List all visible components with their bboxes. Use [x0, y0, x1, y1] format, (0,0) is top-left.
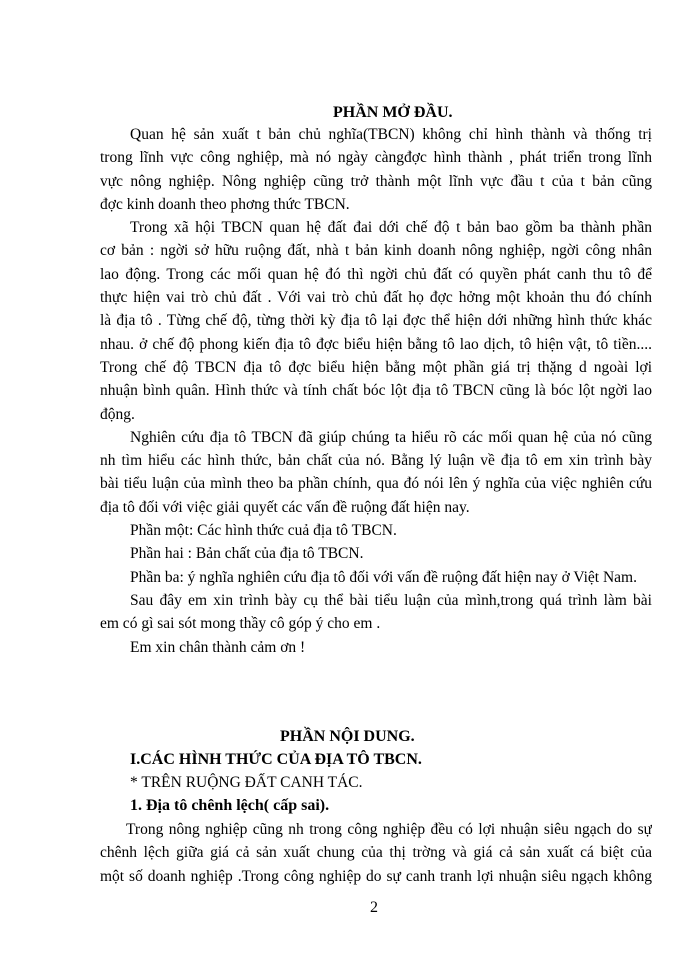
item-heading: 1. Địa tô chênh lệch( cấp sai). [130, 797, 330, 814]
text-line: em có gì sai sót mong thầy cô góp ý cho em . [100, 615, 381, 633]
text-line: Trong xã hội TBCN quan hệ đất đai dới chế độ t bản bao gồm ba thành phần [130, 219, 652, 237]
text-line: Sau đây em xin trình bày cụ thể bài tiểu luận của mình,trong quá trình làm bài [130, 591, 652, 609]
text-line: động. [100, 405, 135, 423]
text-line: nhau. ở chế độ phong kiến địa tô đợc biểu hiện bằng tô lao dịch, tô hiện vật, tô tiền.... [100, 335, 652, 353]
content-body [100, 818, 652, 888]
text-line: chênh lệch giữa giá cả sản xuất chung của thị trờng và giá cả sản xuất cá biệt của [100, 844, 652, 862]
text-line: bài tiểu luận của mình theo ba phần chính, qua đó nói lên ý nghĩa của việc nghiên cứu [100, 475, 652, 493]
text-line: Trong chế độ TBCN địa tô đợc biểu hiện bằng một phần giá trị thặng d ngoài lợi [100, 358, 652, 376]
text-line: Phần ba: ý nghĩa nghiên cứu địa tô đối với vấn đề ruộng đất hiện nay ở Việt Nam. [130, 568, 637, 586]
text-line: Quan hệ sản xuất t bản chủ nghĩa(TBCN) không chỉ hình thành và thống trị [130, 126, 652, 143]
text-line: Trong nông nghiệp cũng nh trong công nghiệp đều có lợi nhuận siêu ngạch do sự [126, 821, 652, 838]
content-heading: PHẦN NỘI DUNG. [280, 728, 415, 745]
section-heading: I.CÁC HÌNH THỨC CỦA ĐỊA TÔ TBCN. [130, 751, 422, 768]
intro-body [100, 123, 652, 659]
text-line: Em xin chân thành cảm ơn ! [130, 638, 306, 656]
text-line: Nghiên cứu địa tô TBCN đã giúp chúng ta hiểu rõ các mối quan hệ của nó cũng [130, 428, 652, 446]
page-number: 2 [370, 899, 378, 916]
text-line: vực nông nghiệp. Nông nghiệp cũng trở thành một lĩnh vực đầu t của t bản cũng [100, 172, 652, 190]
text-line: trong lĩnh vực công nghiệp, mà nó ngày càngđợc hình thành , phát triển trong lĩnh [100, 149, 652, 167]
text-line: Phần hai : Bản chất của địa tô TBCN. [130, 545, 364, 563]
text-line: nhuận bình quân. Hình thức và tính chất bóc lột địa tô TBCN cũng là bóc lột ngời lao [100, 382, 652, 400]
text-line: là địa tô . Từng chế độ, từng thời kỳ địa tô lại đợc thể hiện dới những hình thức khác [100, 312, 652, 330]
intro-heading: PHẦN MỞ ĐẦU. [333, 104, 453, 121]
text-line: đợc kinh doanh theo phơng thức TBCN. [100, 195, 350, 213]
text-line: nh tìm hiểu các hình thức, bản chất của nó. Bằng lý luận về địa tô em xin trình bày [100, 452, 652, 470]
subsection-heading: * TRÊN RUỘNG ĐẤT CANH TÁC. [130, 774, 363, 791]
text-line: Phần một: Các hình thức cuả địa tô TBCN. [130, 522, 397, 540]
text-line: địa tô đối với việc giải quyết các vấn đề ruộng đất hiện nay. [100, 498, 470, 516]
text-line: lao động. Trong các mối quan hệ đó thì ngời chủ đất có quyền phát canh thu tô để [100, 265, 652, 283]
text-line: thực hiện vai trò chủ đất . Với vai trò chủ đất họ đợc hởng một khoản thu đó chính [100, 289, 652, 307]
text-line: cơ bản : ngời sở hữu ruộng đất, nhà t bản kinh doanh nông nghiệp, ngời công nhân [100, 242, 652, 260]
text-line: một số doanh nghiệp .Trong công nghiệp do sự canh tranh lợi nhuận siêu ngạch không [100, 867, 652, 885]
